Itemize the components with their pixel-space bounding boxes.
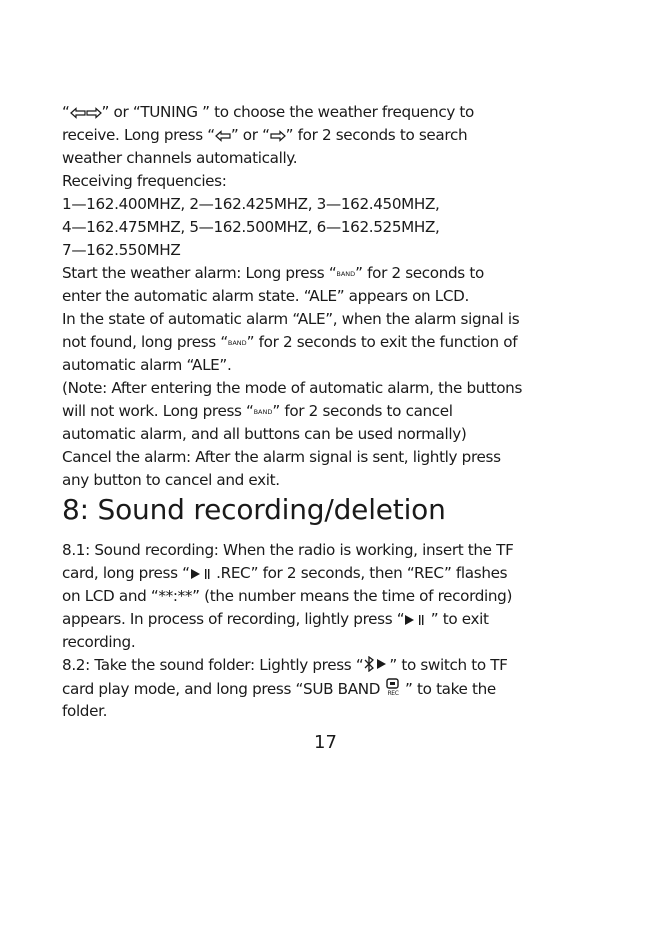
rec-folder-icon [385, 678, 401, 701]
sub-band-line [62, 678, 496, 701]
frequency-list-line: 1—162.400MHZ, 2—162.425MHZ, 3—162.450MHZ, [62, 195, 440, 213]
text: Start the weather alarm: Long press “ [62, 264, 337, 282]
text-line: folder. [62, 702, 108, 720]
alarm-cancel-line [62, 401, 453, 422]
play-pause-icon [190, 565, 212, 585]
text-line: any button to cancel and exit. [62, 471, 280, 489]
text: card play mode, and long press “SUB BAND [62, 680, 385, 698]
left-arrow-icon [215, 127, 231, 147]
frequency-list-line: 7—162.550MHZ [62, 241, 181, 259]
text: ” to switch to TF [389, 656, 508, 674]
frequency-label: Receiving frequencies: [62, 172, 227, 190]
frequency-list-line: 4—162.475MHZ, 5—162.500MHZ, 6—162.525MHZ, [62, 218, 440, 236]
text-line: automatic alarm, and all buttons can be used normally) [62, 425, 467, 443]
text-line: automatic alarm “ALE”. [62, 356, 232, 374]
text: ” to take the [400, 680, 496, 698]
rec-folder-label: REC [387, 690, 399, 696]
alarm-start-line [62, 263, 484, 284]
text-line: (Note: After entering the mode of automatic alarm, the buttons [62, 379, 523, 397]
text: ” for 2 seconds to [355, 264, 484, 282]
text: appears. In process of recording, lightly press “ [62, 610, 405, 628]
text: not found, long press “ [62, 333, 228, 351]
text-line: recording. [62, 633, 136, 651]
band-icon: BAND [253, 408, 273, 416]
text: ” for 2 seconds to exit the function of [246, 333, 518, 351]
play-pause-icon [404, 611, 426, 631]
tuning-line [62, 102, 474, 124]
text-line: weather channels automatically. [62, 149, 298, 167]
text-line: In the state of automatic alarm “ALE”, when the alarm signal is [62, 310, 520, 328]
text: ” for 2 seconds to cancel [272, 402, 453, 420]
band-icon: BAND [227, 339, 247, 347]
section-heading: 8: Sound recording/deletion [62, 493, 446, 526]
page-number: 17 [314, 732, 337, 753]
text: receive. Long press “ [62, 126, 215, 144]
long-press-line [62, 125, 467, 147]
text: will not work. Long press “ [62, 402, 254, 420]
bluetooth-play-icon [363, 656, 389, 677]
text-line: on LCD and “**:**” (the number means the time of recording) [62, 587, 513, 605]
stop-record-line [62, 609, 489, 631]
text: .REC” for 2 seconds, then “REC” flashes [211, 564, 508, 582]
left-arrow-icon [70, 104, 86, 124]
text: ” or “ [230, 126, 270, 144]
text: ” or “TUNING ” to choose the weather frequency to [101, 103, 474, 121]
record-line [62, 563, 507, 585]
text: 8.2: Take the sound folder: Lightly press “ [62, 656, 364, 674]
alarm-exit-line [62, 332, 517, 353]
right-arrow-icon [270, 127, 286, 147]
folder-line [62, 655, 508, 677]
text: card, long press “ [62, 564, 190, 582]
right-arrow-icon [86, 104, 102, 124]
text: ” to exit [426, 610, 489, 628]
text-line: Cancel the alarm: After the alarm signal is sent, lightly press [62, 448, 501, 466]
text: ” for 2 seconds to search [285, 126, 468, 144]
text-line: enter the automatic alarm state. “ALE” appears on LCD. [62, 287, 469, 305]
text: “ [62, 103, 70, 121]
band-icon: BAND [336, 270, 356, 278]
text-line: 8.1: Sound recording: When the radio is working, insert the TF [62, 541, 514, 559]
